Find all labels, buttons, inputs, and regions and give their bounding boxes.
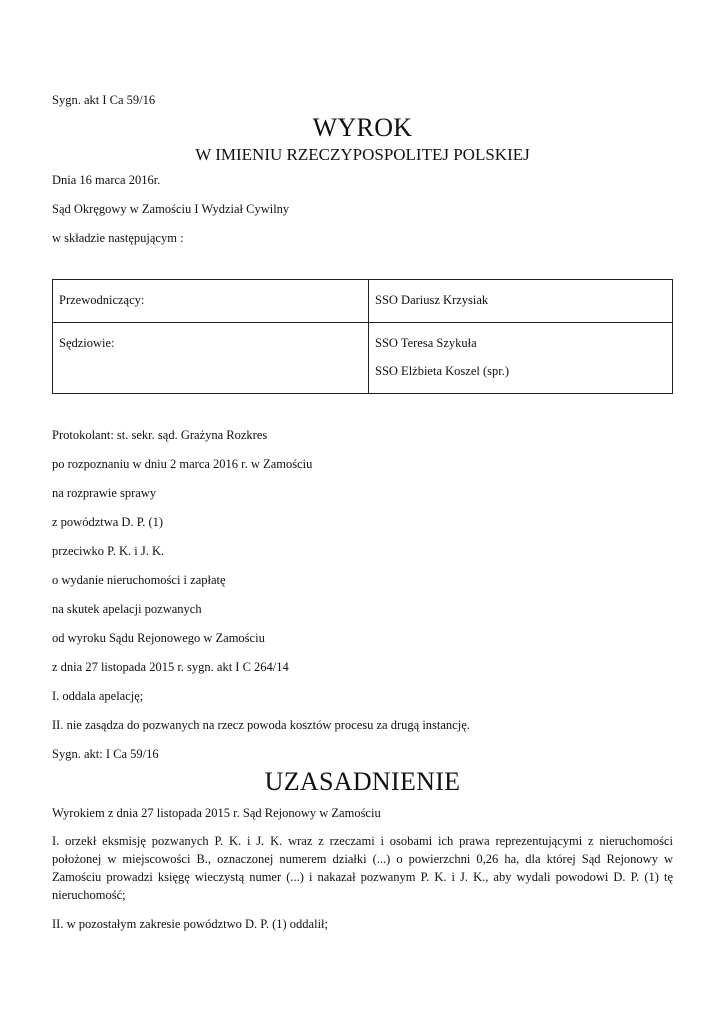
court-name: Sąd Okręgowy w Zamościu I Wydział Cywilny (52, 202, 290, 216)
panel-names-cell (369, 280, 673, 323)
justification-intro: Wyrokiem z dnia 27 listopada 2015 r. Sąd Rejonowy w Zamościu (52, 806, 381, 820)
judge-name: SSO Elżbieta Koszel (spr.) (375, 364, 510, 378)
judge-name: SSO Dariusz Krzysiak (375, 293, 489, 307)
judge-name: SSO Teresa Szykuła (375, 336, 477, 350)
case-reference: Sygn. akt I Ca 59/16 (52, 93, 156, 107)
role-label: Przewodniczący: (59, 293, 145, 307)
ruling-point-1: I. oddala apelację; (52, 689, 144, 703)
panel-role-cell (53, 280, 369, 323)
defendants-line: przeciwko P. K. i J. K. (52, 544, 165, 558)
ruling-point-2: II. nie zasądza do pozwanych na rzecz powoda kosztów procesu za drugą instancję. (52, 718, 470, 732)
panel-row-judges (53, 323, 673, 394)
composition-label: w składzie następującym : (52, 231, 184, 245)
court-clerk-line: Protokolant: st. sekr. sąd. Grażyna Rozkres (52, 428, 268, 442)
judges-panel-table (52, 279, 673, 394)
justification-title: UZASADNIENIE (264, 767, 461, 796)
appeal-line: na skutek apelacji pozwanych (52, 602, 202, 616)
hearing-date-line: po rozpoznaniu w dniu 2 marca 2016 r. w Zamościu (52, 457, 313, 471)
panel-row-presiding (53, 280, 673, 323)
justification-point-1: I. orzekł eksmisję pozwanych P. K. i J. K. wraz z rzeczami i osobami ich prawa reprezentującymi z nieruchomości położonej w miejscowości B., oznaczonej numerem działki (...) o powierzchni 0,26 ha, dla której Sąd Rejonowy w Zamościu prowadzi księgę wieczystą numer (...) i nakazał pozwanym P. K. i J. K., aby wydali powodowi D. P. (1) tę nieruchomość; (52, 834, 673, 902)
justification-point-2: II. w pozostałym zakresie powództwo D. P. (1) oddalił; (52, 917, 328, 931)
plaintiff-line: z powództwa D. P. (1) (52, 515, 164, 529)
role-label: Sędziowie: (59, 336, 115, 350)
judgment-date: Dnia 16 marca 2016r. (52, 173, 161, 187)
claim-subject-line: o wydanie nieruchomości i zapłatę (52, 573, 226, 587)
document-title: WYROK (312, 113, 413, 142)
lower-court-ref-line: z dnia 27 listopada 2015 r. sygn. akt I C 264/14 (52, 660, 289, 674)
lower-court-line: od wyroku Sądu Rejonowego w Zamościu (52, 631, 265, 645)
case-reference-2: Sygn. akt: I Ca 59/16 (52, 747, 159, 761)
hearing-type-line: na rozprawie sprawy (52, 486, 157, 500)
panel-names-cell (369, 323, 673, 394)
panel-role-cell (53, 323, 369, 394)
document-subtitle: W IMIENIU RZECZYPOSPOLITEJ POLSKIEJ (195, 145, 530, 164)
